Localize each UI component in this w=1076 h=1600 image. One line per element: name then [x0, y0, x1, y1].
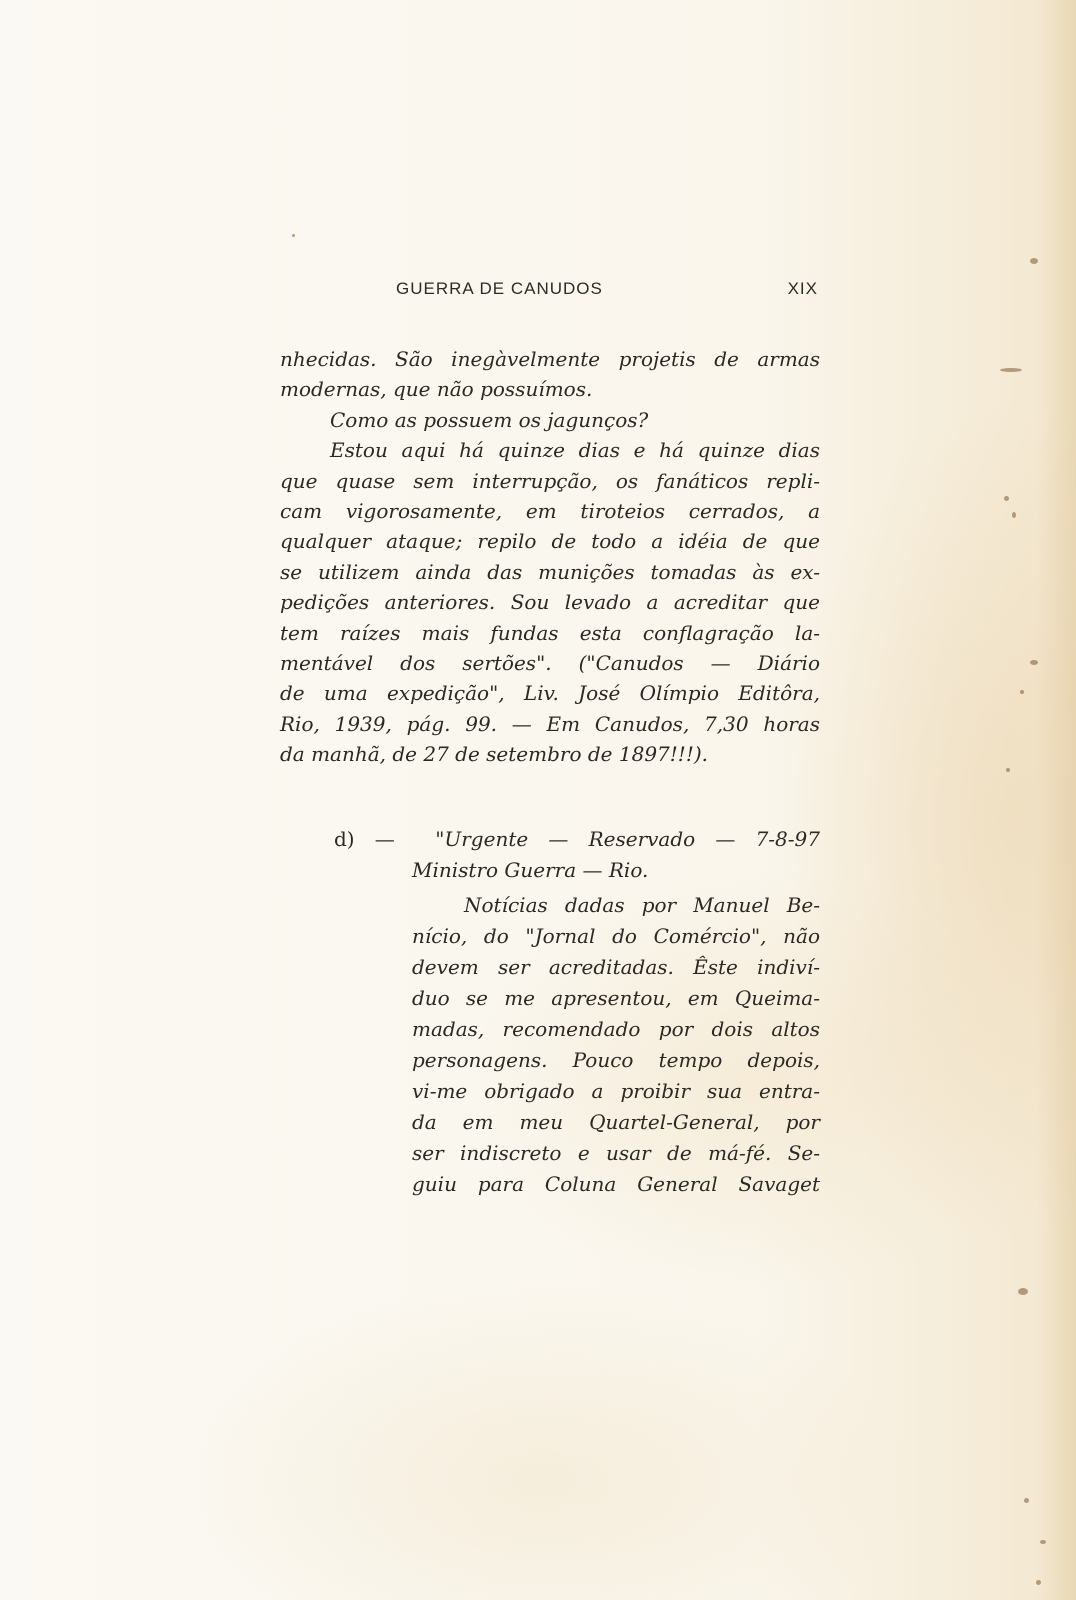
text-line: nício, do "Jornal do Comércio", não — [412, 924, 820, 948]
foxing-spot — [1024, 1498, 1029, 1503]
text-line: de uma expedição", Liv. José Olímpio Editôra, — [280, 681, 820, 706]
text-line: vi-me obrigado a proibir sua entra- — [412, 1079, 820, 1103]
text-line: da manhã, de 27 de setembro de 1897!!!). — [280, 742, 709, 767]
text-line: qualquer ataque; repilo de todo a idéia de que — [280, 529, 820, 554]
foxing-spot — [1006, 768, 1010, 772]
text-line: Rio, 1939, pág. 99. — Em Canudos, 7,30 horas — [280, 711, 820, 736]
foxing-spot — [1000, 368, 1022, 372]
telegram-body — [412, 890, 820, 1200]
text-line: madas, recomendado por dois altos — [412, 1017, 820, 1041]
text-line: Como as possuem os jagunços? — [330, 407, 649, 432]
foxing-spot — [1030, 660, 1038, 665]
text-line: ser indiscreto e usar de má-fé. Se- — [412, 1141, 820, 1165]
text-line: modernas, que não possuímos. — [280, 377, 593, 402]
text-line: guiu para Coluna General Savaget — [412, 1172, 820, 1196]
foxing-spot — [1020, 690, 1024, 694]
list-marker: d) — — [334, 827, 395, 851]
text-line: mentável dos sertões". ("Canudos — Diário — [280, 651, 820, 676]
foxing-spot — [1004, 496, 1009, 501]
text-line: tem raízes mais fundas esta conflagração la- — [280, 620, 820, 645]
foxing-spot — [1036, 1580, 1041, 1585]
running-title: GUERRA DE CANUDOS — [396, 279, 603, 298]
foxing-spot — [1040, 1540, 1046, 1544]
telegram-addressee: Ministro Guerra — Rio. — [412, 858, 649, 882]
text-line: devem ser acreditadas. Êste indiví- — [412, 955, 820, 979]
text-line: que quase sem interrupção, os fanáticos repli- — [280, 468, 820, 493]
text-line: duo se me apresentou, em Queima- — [412, 986, 820, 1010]
text-line: da em meu Quartel-General, por — [412, 1110, 820, 1134]
list-item-d — [334, 824, 820, 886]
foxing-spot — [1012, 512, 1016, 518]
text-line: pedições anteriores. Sou levado a acreditar que — [280, 590, 820, 615]
text-line: personagens. Pouco tempo depois, — [412, 1048, 820, 1072]
telegram-heading: "Urgente — Reservado — 7-8-97 — [435, 827, 820, 851]
text-line: Notícias dadas por Manuel Be- — [464, 893, 820, 917]
continued-quotation — [280, 344, 820, 770]
text-line: se utilizem ainda das munições tomadas às ex- — [280, 559, 820, 584]
page-edge-stain — [1036, 0, 1076, 1600]
text-line: nhecidas. São inegàvelmente projetis de armas — [280, 347, 820, 371]
foxing-spot — [1018, 1288, 1028, 1295]
foxing-spot — [1030, 258, 1038, 264]
page-number: XIX — [787, 279, 818, 298]
foxing-spot — [292, 234, 295, 237]
item-first-line — [334, 824, 820, 855]
text-line: cam vigorosamente, em tiroteios cerrados, a — [280, 499, 820, 524]
text-line: Estou aqui há quinze dias e há quinze dias — [330, 438, 820, 463]
